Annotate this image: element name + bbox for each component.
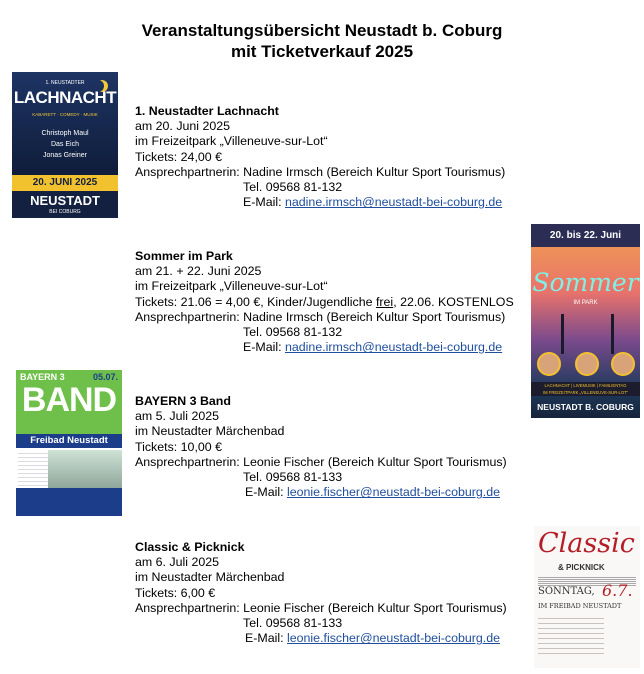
- poster-venue: Freibad Neustadt: [16, 434, 122, 448]
- event-email-line: [135, 631, 507, 646]
- email-label: E-Mail:: [243, 195, 285, 210]
- event-contact: Ansprechpartnerin: Leonie Fischer (Bereich Kultur Sport Tourismus): [135, 454, 507, 469]
- poster-date: 6.7.: [602, 581, 633, 600]
- poster-footer: [16, 488, 122, 516]
- event-date: am 6. Juli 2025: [135, 555, 220, 570]
- event-phone: Tel. 09568 81-133: [243, 616, 343, 631]
- performer-photo: [611, 352, 635, 376]
- event-block: [135, 104, 505, 210]
- poster-venue: IM FREIBAD NEUSTADT: [538, 602, 622, 610]
- title-line-2: mit Ticketverkauf 2025: [230, 42, 414, 61]
- event-name: Classic & Picknick: [135, 540, 245, 554]
- event-contact: Ansprechpartnerin: Leonie Fischer (Bereich Kultur Sport Tourismus): [135, 600, 507, 615]
- event-location: im Freizeitpark „Villeneuve-sur-Lot“: [135, 134, 328, 149]
- bayern3-band-poster: [16, 370, 122, 516]
- tickets-text: , 22.06. KOSTENLOS: [393, 294, 514, 309]
- event-name: Sommer im Park: [135, 249, 233, 263]
- event-block: [135, 540, 507, 646]
- event-name: BAYERN 3 Band: [135, 394, 231, 408]
- poster-subtitle: 1. NEUSTADTER: [45, 80, 85, 86]
- event-location: im Freizeitpark „Villeneuve-sur-Lot“: [135, 279, 328, 294]
- palm-tree-icon: [561, 314, 564, 354]
- email-link[interactable]: nadine.irmsch@neustadt-bei-coburg.de: [285, 340, 503, 355]
- performer: Christoph Maul: [41, 130, 89, 137]
- lachnacht-poster: [12, 72, 118, 218]
- email-link[interactable]: nadine.irmsch@neustadt-bei-coburg.de: [285, 195, 503, 210]
- event-contact: Ansprechpartnerin: Nadine Irmsch (Bereich Kultur Sport Tourismus): [135, 164, 506, 179]
- email-label: E-Mail:: [245, 485, 287, 500]
- event-phone: Tel. 09568 81-132: [243, 180, 343, 195]
- poster-strip-line: LACHNACHT | LIVEMUSIK | FAMILIENTAG: [544, 383, 627, 388]
- event-name: 1. Neustadter Lachnacht: [135, 104, 279, 118]
- poster-subtitle: IM PARK: [573, 300, 598, 306]
- classic-picknick-poster: [534, 526, 640, 668]
- event-phone: Tel. 09568 81-132: [243, 325, 343, 340]
- tickets-text: Tickets: 21.06 = 4,00 €, Kinder/Jugendliche: [135, 294, 376, 309]
- event-tickets: Tickets: 10,00 €: [135, 439, 223, 454]
- event-date: am 20. Juni 2025: [135, 119, 231, 134]
- poster-city-sub: BEI COBURG: [49, 209, 81, 215]
- title-line-1: Veranstaltungsübersicht Neustadt b. Coburg: [141, 21, 503, 40]
- event-location: im Neustadter Märchenbad: [135, 570, 285, 585]
- poster-date: 20. JUNI 2025: [12, 175, 118, 191]
- event-date: am 5. Juli 2025: [135, 409, 220, 424]
- poster-header: 20. bis 22. Juni: [531, 224, 640, 247]
- email-label: E-Mail:: [245, 631, 287, 646]
- event-tickets: Tickets: 24,00 €: [135, 149, 223, 164]
- event-email-line: [135, 485, 507, 500]
- poster-brand: BAYERN 3: [20, 372, 65, 382]
- poster-headline: BAND: [21, 381, 117, 419]
- poster-performers: [12, 128, 118, 161]
- event-phone: Tel. 09568 81-133: [243, 470, 343, 485]
- poster-small-text: [538, 614, 604, 658]
- poster-subtitle: & PICKNICK: [558, 563, 605, 572]
- event-contact: Ansprechpartnerin: Nadine Irmsch (Bereich Kultur Sport Tourismus): [135, 309, 506, 324]
- performer: Jonas Greiner: [43, 152, 87, 159]
- email-link[interactable]: leonie.fischer@neustadt-bei-coburg.de: [287, 485, 501, 500]
- poster-tagline: KABARETT · COMEDY · MUSIK: [32, 112, 98, 117]
- performer-photo: [537, 352, 561, 376]
- poster-city: NEUSTADT: [30, 193, 100, 208]
- event-email-line: [135, 340, 514, 355]
- palm-tree-icon: [611, 314, 614, 354]
- event-tickets: Tickets: 6,00 €: [135, 585, 216, 600]
- email-label: E-Mail:: [243, 340, 285, 355]
- event-location: im Neustadter Märchenbad: [135, 424, 285, 439]
- event-block: [135, 394, 507, 500]
- poster-strip-line: IM FREIZEITPARK „VILLENEUVE-SUR-LOT“: [542, 390, 629, 395]
- sommer-im-park-poster: [531, 224, 640, 418]
- event-date: am 21. + 22. Juni 2025: [135, 264, 262, 279]
- event-tickets: [135, 295, 514, 310]
- poster-city: NEUSTADT B. COBURG: [537, 402, 634, 412]
- performer-photo: [575, 352, 599, 376]
- poster-headline: LACHNACHT: [13, 88, 117, 107]
- event-email-line: [135, 195, 505, 210]
- poster-headline: Sommer: [532, 268, 639, 297]
- event-block: [135, 249, 514, 355]
- band-photo: [48, 450, 122, 488]
- tickets-free: frei: [375, 294, 394, 309]
- poster-weekday: SONNTAG,: [538, 586, 595, 597]
- email-link[interactable]: leonie.fischer@neustadt-bei-coburg.de: [287, 631, 501, 646]
- poster-headline: Classic: [538, 528, 635, 559]
- poster-small-text: [18, 450, 48, 490]
- poster-strip: [531, 382, 640, 396]
- page-title: [0, 20, 644, 62]
- poster-date: 05.07.: [92, 372, 118, 382]
- performer: Das Eich: [50, 141, 79, 148]
